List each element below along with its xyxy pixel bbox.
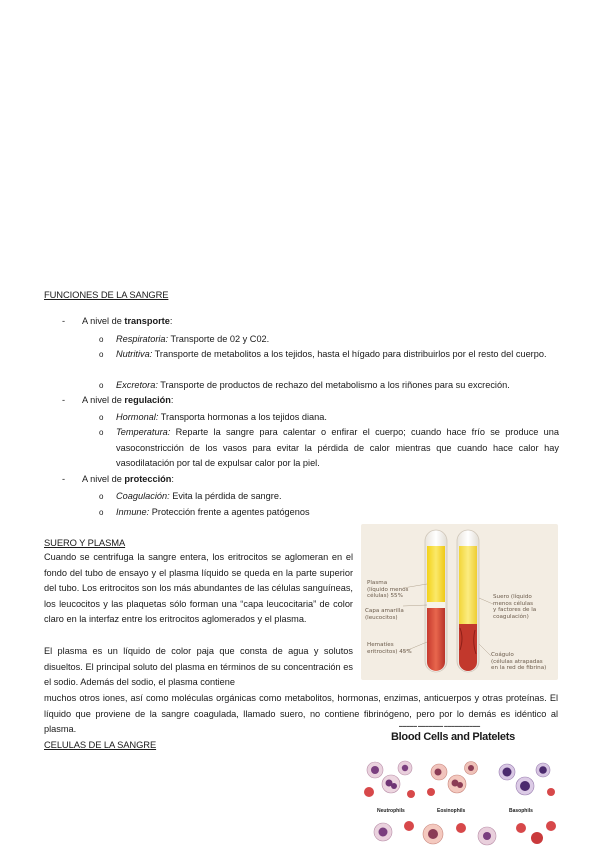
circle-bullet-icon: o [99, 492, 104, 501]
tube-label-coagulo: Coágulo (células atrapadas en la red de fibrina) [491, 652, 547, 672]
caption-neutrophils: Neutrophils [377, 808, 405, 814]
bullet-suffix: : [170, 395, 174, 405]
caption-basophils: Basophils [509, 808, 533, 814]
section-title-celulas: CELULAS DE LA SANGRE [44, 739, 157, 750]
bullet-keyword: regulación [124, 395, 171, 405]
item-term: Respiratoria: [116, 334, 169, 344]
item-term: Coagulación: [116, 491, 170, 501]
bullet-prefix: A nivel de [82, 395, 125, 405]
paragraph-plasma-intro: El plasma es un líquido de color paja que consta de agua y solutos disueltos. El principal soluto del plasma en términos de su concentración es el sodio. Además del sodio, el plasma contiene [44, 646, 353, 688]
figure-subtitle: ▬▬▬▬▬ ▬▬▬▬▬▬▬ ▬▬▬▬▬▬▬▬▬▬ [399, 724, 481, 728]
bullet-prefix: A nivel de [82, 474, 125, 484]
item-term: Excretora: [116, 380, 158, 390]
eosinophil-cells [427, 762, 478, 797]
tube-label-hematies: Hematíes eritrocitos) 45% [367, 642, 412, 655]
lower-cells [374, 821, 556, 845]
circle-bullet-icon: o [99, 335, 104, 344]
bullet-suffix: : [171, 474, 174, 484]
paragraph-centrifugacion: Cuando se centrifuga la sangre entera, los eritrocitos se aglomeran en el fondo del tubo de ensayo y el plasma líquido se queda en la parte superior del tubo. Los eritrocitos son los más abundantes de las células sanguíneas, los leucocitos y las plaquetas sólo forman una “capa leucocitaria” de color claro en la interfaz entre los eritrocitos aglomerados y el plasma. [44, 552, 353, 625]
neutrophil-cells [364, 761, 415, 798]
subitem-temperatura [99, 425, 559, 472]
circle-bullet-icon: o [99, 508, 104, 517]
item-text: Transporte de 02 y C02. [168, 334, 270, 344]
bullet-keyword: transporte [124, 316, 170, 326]
bullet-regulacion [62, 395, 173, 405]
buffy-coat-layer [427, 602, 445, 608]
bullet-keyword: protección [124, 474, 172, 484]
circle-bullet-icon: o [99, 350, 104, 359]
plasma-layer [427, 546, 445, 602]
circle-bullet-icon: o [99, 413, 104, 422]
tube-label-plasma: Plasma (líquido menos células) 55% [367, 580, 409, 600]
basophil-cells [499, 763, 555, 796]
bullet-suffix: : [169, 316, 173, 326]
item-text: Transporte de metabolitos a los tejidos, hasta el hígado para distribuirlos por el resto del cuerpo. [152, 349, 547, 359]
circle-bullet-icon: o [99, 428, 104, 437]
dash-bullet: - [62, 474, 66, 484]
subitem-excretora [99, 378, 559, 394]
subitem-hormonal [99, 410, 559, 426]
item-text: Transporte de productos de rechazo del metabolismo a los riñones para su excreción. [157, 380, 510, 390]
caption-eosinophils: Eosinophils [437, 808, 466, 814]
subitem-respiratoria [99, 332, 559, 348]
subitem-nutritiva [99, 347, 559, 363]
bullet-proteccion [62, 474, 174, 484]
figure-title: Blood Cells and Platelets [391, 731, 515, 743]
item-text: Transporta hormonas a los tejidos diana. [158, 412, 327, 422]
dash-bullet: - [62, 395, 66, 405]
item-term: Hormonal: [116, 412, 159, 422]
erythrocyte-layer [427, 608, 445, 671]
blood-tubes-figure [361, 524, 558, 680]
item-term: Nutritiva: [116, 349, 153, 359]
item-text: Reparte la sangre para calentar o enfirar el cuerpo; cuando hace frío se produce una vasoconstricción de los vasos para evitar la pérdida de calor mientras que cuando hace calor hay vasodilatación por tal de expulsar calor por la piel. [116, 427, 559, 468]
serum-layer [459, 546, 477, 624]
bullet-prefix: A nivel de [82, 316, 125, 326]
bullet-transporte [62, 316, 172, 326]
item-text: Evita la pérdida de sangre. [169, 491, 282, 501]
item-term: Temperatura: [116, 427, 171, 437]
section-title-suero: SUERO Y PLASMA [44, 537, 126, 548]
paragraph-plasma-cont: muchos otros iones, así como moléculas orgánicas como metabolitos, hormonas, enzimas, anticuerpos y otras proteínas. El líquido que proviene de la sangre coagulada, llamado suero, no contiene fibrinógeno, pero por lo demás es idéntico al plasma. [44, 693, 558, 735]
plasma-tube [425, 530, 447, 672]
tube-label-suero: Suero (líquido menos células y factores de la coagulación) [493, 594, 537, 620]
subitem-coagulacion [99, 489, 559, 505]
item-term: Inmune: [116, 507, 150, 517]
subitem-inmune [99, 505, 559, 521]
circle-bullet-icon: o [99, 381, 104, 390]
item-text: Protección frente a agentes patógenos [149, 507, 310, 517]
serum-tube [457, 530, 479, 672]
blood-cells-figure [361, 722, 558, 848]
blood-cells-illustration [361, 722, 558, 848]
tube-label-buffy-coat: Capa amarilla (leucocitos) [365, 608, 404, 621]
dash-bullet: - [62, 316, 66, 326]
section-title-funciones: FUNCIONES DE LA SANGRE [44, 289, 169, 300]
